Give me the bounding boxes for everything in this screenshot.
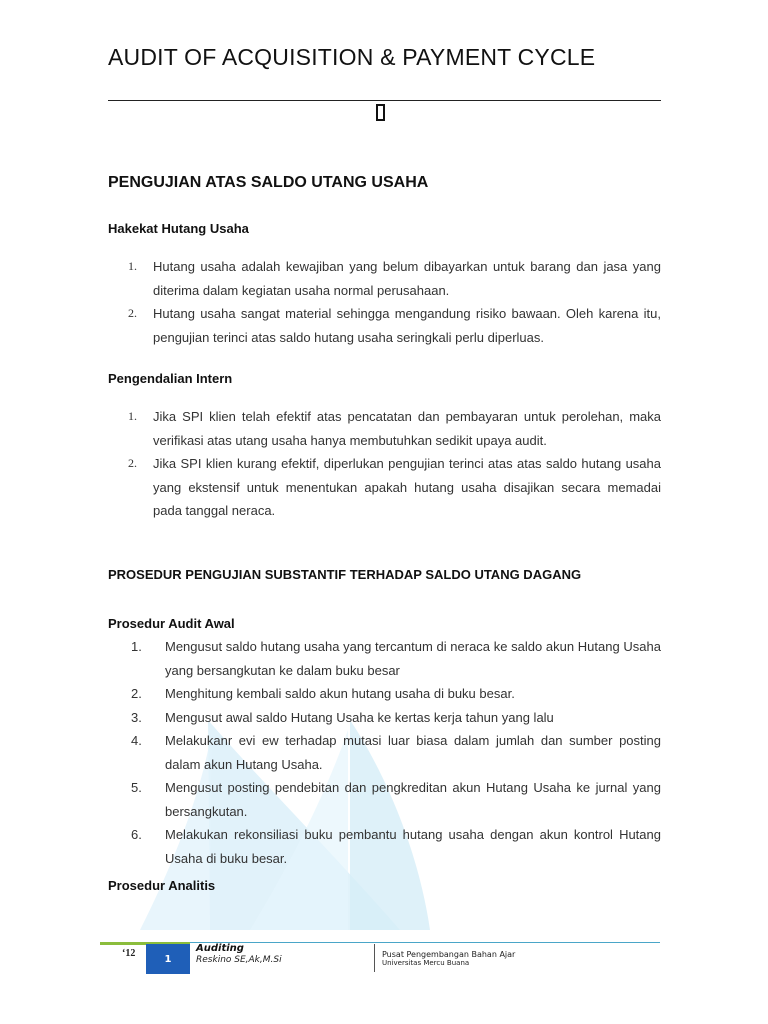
footer-author: Reskino SE,Ak,M.Si: [196, 955, 282, 965]
list-item: [108, 302, 661, 349]
list-number: 1.: [128, 409, 137, 423]
list-number: 2.: [128, 456, 137, 470]
list-text: Hutang usaha adalah kewajiban yang belum dibayarkan untuk barang dan jasa yang diterima dalam kegiatan usaha normal perusahaan.: [153, 259, 661, 298]
list-number: 4.: [131, 733, 142, 748]
subheading-prosedur-analitis: Prosedur Analitis: [108, 878, 216, 893]
list-number: 2.: [128, 306, 137, 320]
list-item: [108, 823, 661, 870]
list-number: 5.: [131, 780, 142, 795]
list-text: Melakukan rekonsiliasi buku pembantu hutang usaha dengan akun kontrol Hutang Usaha di buku besar.: [165, 827, 661, 866]
missing-glyph-icon: [376, 104, 385, 121]
section-heading-prosedur: PROSEDUR PENGUJIAN SUBSTANTIF TERHADAP SALDO UTANG DAGANG: [108, 567, 582, 582]
list-item: [108, 776, 661, 823]
footer-institution-name: Universitas Mercu Buana: [382, 959, 470, 967]
footer-institution-unit: Pusat Pengembangan Bahan Ajar: [382, 950, 516, 959]
list-number: 2.: [131, 686, 142, 701]
list-item: [108, 635, 661, 682]
list-item: [108, 255, 661, 302]
list-number: 3.: [131, 709, 142, 725]
footer-course-title: Auditing: [196, 943, 244, 954]
list-hakekat: [108, 255, 661, 349]
document-title: AUDIT OF ACQUISITION & PAYMENT CYCLE: [108, 44, 596, 70]
footer-year: ‘12: [122, 948, 136, 959]
subheading-hakekat: Hakekat Hutang Usaha: [108, 221, 249, 236]
subheading-prosedur-audit-awal: Prosedur Audit Awal: [108, 616, 235, 631]
list-number: 1.: [131, 639, 142, 654]
list-text: Menghitung kembali saldo akun hutang usaha di buku besar.: [165, 686, 515, 701]
list-text: Mengusut posting pendebitan dan pengkreditan akun Hutang Usaha ke jurnal yang bersangkutan.: [165, 780, 661, 819]
footer-page-number: 1: [146, 944, 190, 974]
list-text: Mengusut awal saldo Hutang Usaha ke kertas kerja tahun yang lalu: [165, 709, 554, 725]
list-text: Mengusut saldo hutang usaha yang tercantum di neraca ke saldo akun Hutang Usaha yang bersangkutan ke dalam buku besar: [165, 639, 661, 678]
list-pengendalian: [108, 405, 661, 523]
list-item: [108, 682, 661, 706]
list-item: [108, 706, 661, 730]
footer-divider: [374, 944, 375, 972]
list-text: Jika SPI klien kurang efektif, diperlukan pengujian terinci atas atas saldo hutang usaha yang ekstensif untuk menentukan apakah hutang usaha disajikan secara memadai pada tanggal neraca.: [153, 456, 661, 518]
title-rule: [108, 100, 661, 101]
list-prosedur-audit-awal: [108, 635, 661, 870]
section-heading-main: PENGUJIAN ATAS SALDO UTANG USAHA: [108, 174, 429, 191]
subheading-pengendalian: Pengendalian Intern: [108, 371, 233, 386]
list-item: [108, 729, 661, 776]
list-number: 1.: [128, 259, 137, 273]
list-text: Melakukanr evi ew terhadap mutasi luar biasa dalam jumlah dan sumber posting dalam akun Hutang Usaha.: [165, 733, 661, 772]
list-number: 6.: [131, 827, 142, 842]
list-item: [108, 405, 661, 452]
list-text: Hutang usaha sangat material sehingga mengandung risiko bawaan. Oleh karena itu, pengujian terinci atas saldo hutang usaha seringkali perlu diperluas.: [153, 306, 661, 345]
list-text: Jika SPI klien telah efektif atas pencatatan dan pembayaran untuk perolehan, maka verifikasi atas utang usaha hanya membutuhkan sedikit upaya audit.: [153, 409, 661, 448]
list-item: [108, 452, 661, 523]
